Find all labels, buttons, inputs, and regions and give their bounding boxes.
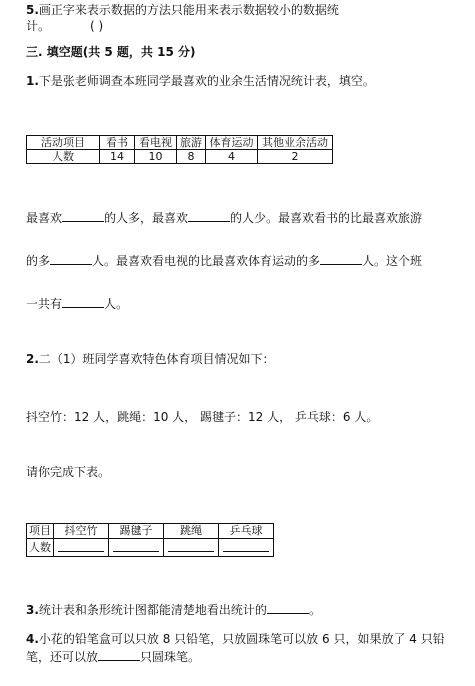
q5-text: 画正字来表示数据的方法只能用来表示数据较小的数据统 xyxy=(38,3,339,17)
f1-intro-line xyxy=(26,73,375,89)
f1-table-data-row xyxy=(27,150,333,164)
f2-instruction: 请你完成下表。 xyxy=(26,465,111,479)
f2-th-1: 抖空竹 xyxy=(54,524,109,539)
f1-td-3: 4 xyxy=(206,150,258,164)
f4-text-b: 只圆珠笔。 xyxy=(140,650,201,664)
f3-text-a: 统计表和条形统计图都能清楚地看出统计的 xyxy=(38,603,267,617)
f2-answer-cell-3[interactable] xyxy=(164,539,219,557)
f1-text-h: 人。 xyxy=(104,297,129,311)
f4-line1 xyxy=(26,631,445,647)
f1-table-header-row xyxy=(27,136,333,150)
f2-table-header-row xyxy=(27,524,274,539)
f2-intro: 二（1）班同学喜欢特色体育项目情况如下： xyxy=(38,352,275,366)
f3-blank-1[interactable] xyxy=(267,601,309,614)
f1-th-3: 旅游 xyxy=(177,136,206,150)
f1-text-f: 人。这个班 xyxy=(362,254,423,268)
f1-number: 1. xyxy=(26,74,39,88)
f1-intro: 下是张老师调查本班同学最喜欢的业余生活情况统计表，填空。 xyxy=(38,74,375,88)
f1-th-2: 看电视 xyxy=(135,136,177,150)
section-3-title: 三. 填空题(共 5 题，共 15 分) xyxy=(26,45,196,59)
f4-number: 4. xyxy=(26,632,39,646)
f2-th-4: 乒乓球 xyxy=(219,524,274,539)
f1-blank-3[interactable] xyxy=(50,252,92,265)
f1-blank-4[interactable] xyxy=(320,252,362,265)
q5-line2 xyxy=(26,18,103,34)
f2-table-data-row xyxy=(27,539,274,557)
f1-text-d: 的多 xyxy=(26,254,51,268)
f1-blank-2[interactable] xyxy=(188,209,230,222)
f2-row-label: 人数 xyxy=(27,539,54,557)
f1-text-e: 人。最喜欢看电视的比最喜欢体育运动的多 xyxy=(92,254,321,268)
f4-text: 小花的铅笔盒可以只放 8 只铅笔，只放圆珠笔可以放 6 只，如果放了 4 只铅 xyxy=(38,632,445,646)
f3-line xyxy=(26,601,321,618)
f1-th-4: 体育运动 xyxy=(206,136,258,150)
q5-answer-paren[interactable]: ( ) xyxy=(90,19,104,33)
f1-th-0: 活动项目 xyxy=(27,136,100,150)
f2-th-3: 跳绳 xyxy=(164,524,219,539)
f1-table xyxy=(26,135,333,164)
f2-table xyxy=(26,523,274,557)
q5-text-line2: 计。 xyxy=(26,19,51,33)
f1-row-label: 人数 xyxy=(27,150,100,164)
f3-text-b: 。 xyxy=(308,603,321,617)
f1-blank-5[interactable] xyxy=(62,295,104,308)
f1-line2 xyxy=(26,252,422,269)
f2-th-2: 踢毽子 xyxy=(109,524,164,539)
f1-td-0: 14 xyxy=(100,150,135,164)
f1-line1 xyxy=(26,209,422,226)
q5-number: 5. xyxy=(26,3,39,17)
f4-line2 xyxy=(26,648,200,665)
f2-data-line: 抖空竹：12 人，跳绳：10 人， 踢毽子：12 人， 乒乓球：6 人。 xyxy=(26,410,379,424)
f2-answer-cell-2[interactable] xyxy=(109,539,164,557)
f1-td-2: 8 xyxy=(177,150,206,164)
q5-line1 xyxy=(26,2,339,18)
f1-td-4: 2 xyxy=(258,150,333,164)
f2-th-0: 项目 xyxy=(27,524,54,539)
f1-text-c: 的人少。最喜欢看书的比最喜欢旅游 xyxy=(230,211,423,225)
f1-td-1: 10 xyxy=(135,150,177,164)
f4-blank-1[interactable] xyxy=(98,648,140,661)
f4-text-a: 笔，还可以放 xyxy=(26,650,99,664)
f1-blank-1[interactable] xyxy=(62,209,104,222)
f2-answer-cell-1[interactable] xyxy=(54,539,109,557)
f2-number: 2. xyxy=(26,352,39,366)
f1-text-a: 最喜欢 xyxy=(26,211,63,225)
f1-text-b: 的人多，最喜欢 xyxy=(104,211,189,225)
f1-th-1: 看书 xyxy=(100,136,135,150)
f2-answer-cell-4[interactable] xyxy=(219,539,274,557)
f1-text-g: 一共有 xyxy=(26,297,63,311)
f1-th-5: 其他业余活动 xyxy=(258,136,333,150)
f3-number: 3. xyxy=(26,603,39,617)
f2-intro-line xyxy=(26,351,275,367)
f1-line3 xyxy=(26,295,128,312)
